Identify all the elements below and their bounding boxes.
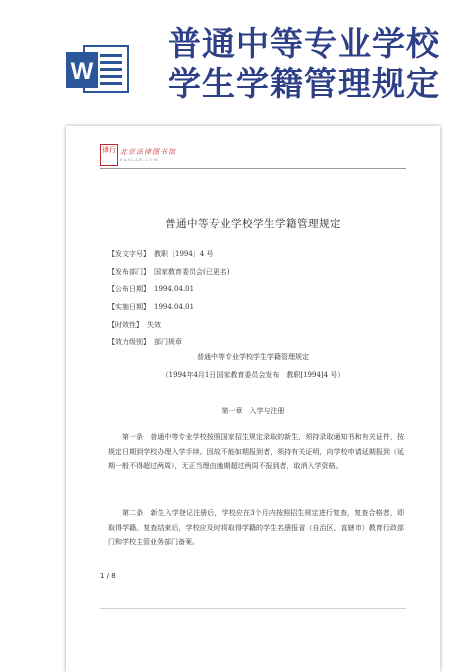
- svg-text:W: W: [70, 58, 94, 85]
- meta-key: 【发布部门】: [108, 267, 150, 276]
- issuance-line: （1994年4月1日国家教育委员会发布 教职[1994]4 号）: [161, 371, 345, 379]
- meta-value: 失效: [147, 320, 161, 329]
- meta-key: 【效力级别】: [108, 338, 150, 347]
- article-2: 第二条 新生入学登记注册后，学校应在3个月内按照招生规定进行复查，复查合格者，即取得学籍。复查结束后，学校应及时将取得学籍的学生名册报省（自治区、直辖市）教育行政部门和学校主管业务部门备案。: [108, 509, 404, 546]
- banner-title-line1: 普通中等专业学校: [168, 24, 440, 63]
- meta-row: [108, 283, 408, 301]
- logo-subtext: FAXLAW.COM: [120, 157, 159, 162]
- footer-divider: [100, 608, 406, 609]
- banner-title: [168, 24, 468, 104]
- banner-title-line2: 学生学籍管理规定: [168, 64, 440, 103]
- meta-value: 教职〔1994〕4 号: [154, 250, 214, 258]
- meta-row: [108, 301, 408, 319]
- logo-mark: 律行: [100, 144, 118, 166]
- logo-text: 北京法律图书馆: [120, 148, 176, 156]
- publisher-logo: [100, 144, 220, 166]
- meta-key: 【时效性】: [108, 320, 143, 329]
- meta-key: 【发文字号】: [108, 250, 150, 258]
- header-divider: [100, 168, 406, 169]
- meta-value: 部门规章: [154, 338, 182, 347]
- meta-value: 1994.04.01: [154, 285, 195, 294]
- document-subtitle: 普通中等专业学校学生学籍管理规定: [197, 353, 309, 361]
- meta-row: [108, 248, 408, 266]
- chapter-heading: 第一章 入学与注册: [221, 407, 285, 415]
- article-1: 第一条 普通中等专业学校按照国家招生规定录取的新生，须持录取通知书和有关证件，按规定日期到学校办理入学手续。因故不能如期报到者，须持有关证明，向学校申请延期报到（延期一般不得超过两周），无正当理由逾期超过两周不报到者，取消入学资格。: [108, 433, 404, 470]
- meta-value: 1994.04.01: [154, 303, 195, 312]
- banner: [0, 0, 474, 120]
- metadata-list: [108, 248, 408, 354]
- document-page: [66, 126, 440, 672]
- meta-row: [108, 319, 408, 337]
- meta-row: [108, 266, 408, 284]
- document-title: 普通中等专业学校学生学籍管理规定: [165, 218, 341, 230]
- meta-value: 国家教育委员会(已更名): [154, 267, 230, 276]
- page-number: 1 / 8: [100, 572, 116, 580]
- meta-key: 【公布日期】: [108, 285, 150, 294]
- meta-key: 【实施日期】: [108, 303, 150, 312]
- word-document-icon: [62, 40, 134, 98]
